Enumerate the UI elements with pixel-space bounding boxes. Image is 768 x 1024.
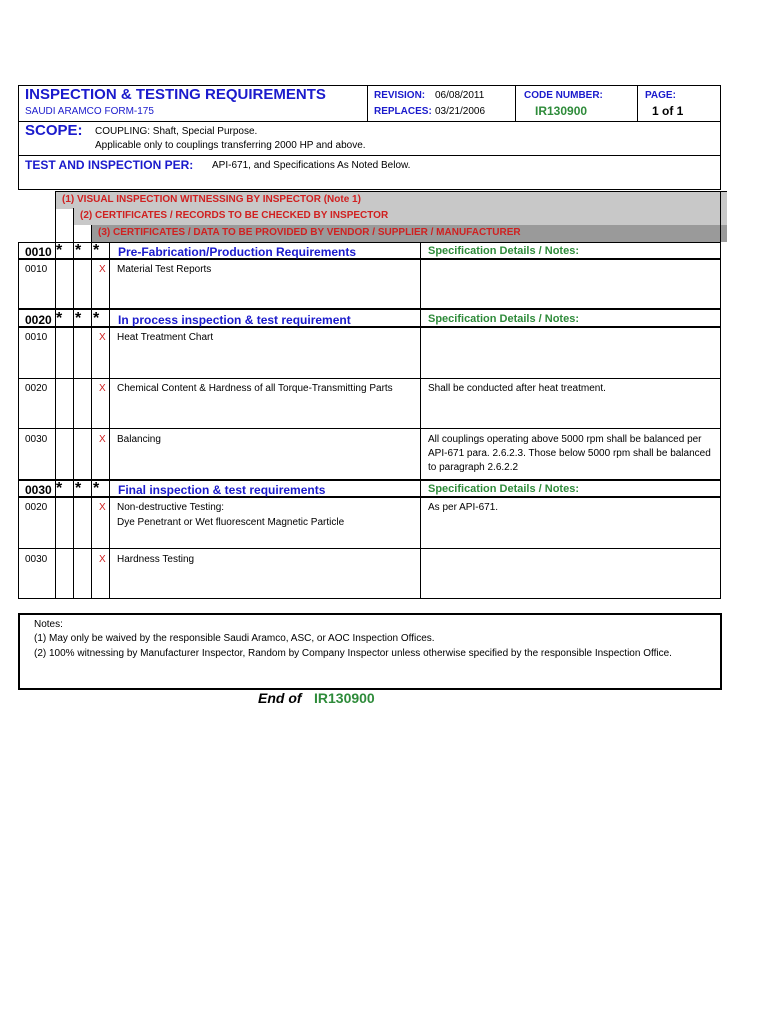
replaces-label: REPLACES: (374, 106, 432, 117)
star-mark: * (75, 310, 82, 327)
scope-label: SCOPE: (25, 122, 83, 139)
form-title: INSPECTION & TESTING REQUIREMENTS (25, 86, 326, 103)
star-mark: * (93, 480, 100, 497)
star-mark: * (75, 480, 82, 497)
code-number-label: CODE NUMBER: (524, 90, 603, 101)
row-item-line2: Dye Penetrant or Wet fluorescent Magnetic Particle (117, 517, 345, 528)
row-code: 0020 (25, 383, 48, 394)
row-note-line2: API-671 para. 2.6.2.3. Those below 5000 rpm shall be balanced (428, 448, 711, 459)
section-title-prefab: Pre-Fabrication/Production Requirements (118, 245, 357, 259)
row-code: 0030 (25, 554, 48, 565)
band-certificates-checked (74, 208, 727, 225)
x-mark: X (99, 502, 106, 513)
band-certificates-checked-text: (2) CERTIFICATES / RECORDS TO BE CHECKED BY INSPECTOR (80, 210, 389, 221)
code-number-value: IR130900 (535, 104, 588, 118)
row-note: Shall be conducted after heat treatment. (428, 383, 606, 394)
x-mark: X (99, 554, 106, 565)
row-note-line3: to paragraph 2.6.2.2 (428, 462, 519, 473)
form-number: SAUDI ARAMCO FORM-175 (25, 106, 154, 117)
band-certificates-provided (92, 225, 727, 242)
test-per-label: TEST AND INSPECTION PER: (25, 158, 194, 172)
section-title-in-process: In process inspection & test requirement (118, 313, 351, 327)
section-code-0010: 0010 (25, 245, 52, 259)
section-code-0020: 0020 (25, 313, 52, 327)
x-mark: X (99, 434, 106, 445)
row-item: Chemical Content & Hardness of all Torque-Transmitting Parts (117, 383, 393, 394)
scope-line2: Applicable only to couplings transferring 2000 HP and above. (95, 140, 366, 151)
spec-details-header: Specification Details / Notes: (428, 245, 579, 257)
row-code: 0010 (25, 332, 48, 343)
scope-line1: COUPLING: Shaft, Special Purpose. (95, 126, 258, 137)
replaces-value: 03/21/2006 (435, 106, 486, 117)
note-2: (2) 100% witnessing by Manufacturer Inspector, Random by Company Inspector unless otherwise specified by the responsible Inspection Office. (34, 648, 672, 659)
row-note-line1: All couplings operating above 5000 rpm shall be balanced per (428, 434, 702, 445)
band-certificates-provided-text: (3) CERTIFICATES / DATA TO BE PROVIDED BY VENDOR / SUPPLIER / MANUFACTURER (98, 227, 521, 238)
star-mark: * (93, 242, 100, 259)
end-code: IR130900 (314, 690, 375, 706)
section-title-final: Final inspection & test requirements (118, 483, 326, 497)
page-value: 1 of 1 (652, 104, 684, 118)
star-mark: * (93, 310, 100, 327)
test-per-value: API-671, and Specifications As Noted Below. (212, 160, 411, 171)
x-mark: X (99, 383, 106, 394)
row-item: Balancing (117, 434, 161, 445)
star-mark: * (75, 242, 82, 259)
row-item: Material Test Reports (117, 264, 212, 275)
row-item: Heat Treatment Chart (117, 332, 214, 343)
star-mark: * (56, 242, 63, 259)
row-code: 0010 (25, 264, 48, 275)
page-label: PAGE: (645, 90, 676, 101)
section-code-0030: 0030 (25, 483, 52, 497)
note-1: (1) May only be waived by the responsible Saudi Aramco, ASC, or AOC Inspection Offices. (34, 633, 435, 644)
x-mark: X (99, 264, 106, 275)
row-item-line1: Non-destructive Testing: (117, 502, 225, 513)
spec-details-header: Specification Details / Notes: (428, 313, 579, 325)
end-label: End of (258, 690, 302, 706)
revision-label: REVISION: (374, 90, 426, 101)
row-code: 0020 (25, 502, 48, 513)
star-mark: * (56, 310, 63, 327)
band-visual-inspection (56, 191, 727, 209)
star-mark: * (56, 480, 63, 497)
band-visual-inspection-text: (1) VISUAL INSPECTION WITNESSING BY INSPECTOR (Note 1) (62, 194, 361, 205)
row-item: Hardness Testing (117, 554, 195, 565)
notes-label: Notes: (34, 619, 63, 630)
revision-value: 06/08/2011 (435, 90, 485, 101)
row-code: 0030 (25, 434, 48, 445)
spec-details-header: Specification Details / Notes: (428, 483, 579, 495)
x-mark: X (99, 332, 106, 343)
row-note: As per API-671. (428, 502, 499, 513)
